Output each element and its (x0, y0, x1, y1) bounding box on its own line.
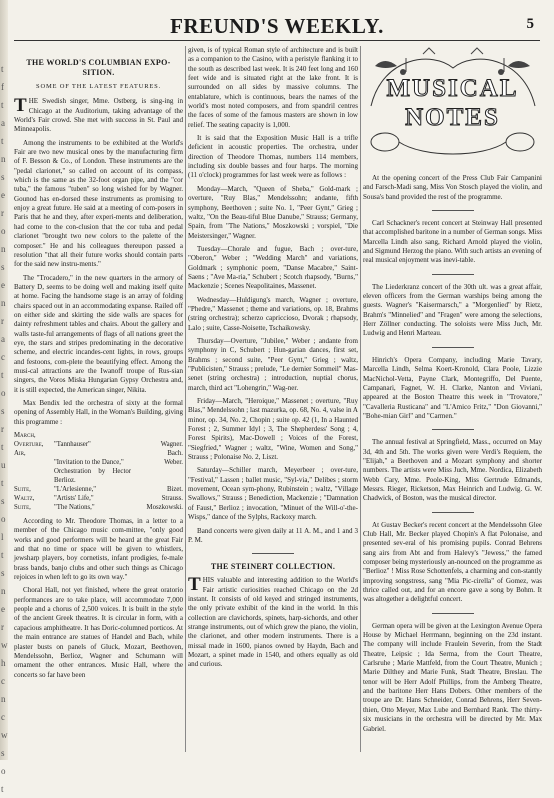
spine-letter: s (1, 568, 5, 578)
column-divider (185, 46, 186, 752)
section-rule (432, 429, 474, 430)
paragraph: Tuesday—Chorale and fugue, Bach ; over-ture, "Oberon," Weber ; "Wedding March" and variations, Goldmark ; symphonic poem, "Danse Macabre," Saint-Saens ; "Ave Ma-ria," Schubert ; Scotch rhapsody, "Burns," Mackenzie ; Scenes Neapolitaines, Massenet. (188, 244, 358, 291)
spine-letter: r (1, 316, 4, 326)
section-rule (432, 512, 474, 513)
spine-letter: c (1, 352, 5, 362)
drop-cap: T (14, 95, 27, 117)
banner-title: MUSICAL NOTES (386, 75, 519, 131)
spine-letter: s (1, 172, 5, 182)
spine-letter: r (1, 208, 4, 218)
column-1 (14, 46, 183, 684)
spine-letter: h (1, 658, 6, 668)
spine-letter: l (1, 532, 4, 542)
section-rule (432, 274, 474, 275)
programme-composer: Bach. (167, 450, 183, 458)
paragraph: It is said that the Exposition Music Hall is a trifle deficient in acoustic properties. The orchestra, under direction of Theodore Thomas, numbers 114 members, including six double basses and four harps. The morning (11 o'clock) programmes for last week were as follows : (188, 134, 358, 180)
programme-row (14, 458, 183, 467)
spine-letters (1, 60, 8, 798)
header-rule (14, 40, 540, 41)
paragraph: The Liederkranz concert of the 30th ult. was a great affair, eleven officers from the German warships being among the guests. Wagner's "Kaisermarsch," a "Morgenlied" by Rietz, Brahm's "Minnelied" and "Fragen" were among the selections, Herr Zöllner conducting. The soloists were Miss Juch, Mr. Ludwig and Henri Marteau. (363, 282, 542, 338)
paragraph: Wednesday—Huldigung's march, Wagner ; overture, "Phedre," Massenet ; theme and variations, op. 18, Brahms (string orchestra); scherzo capriccioso, Dvorak ; rhapsody, Lalo ; suite, Casse-Noisette, Tschaikowsky. (188, 295, 358, 332)
programme-composer: Bizet. (166, 486, 183, 494)
spine-letter: s (1, 496, 5, 506)
spine-letter: t (1, 784, 4, 794)
spine-letter: r (1, 622, 4, 632)
spine-letter: t (1, 100, 4, 110)
programme-label: Waltz, (14, 495, 35, 503)
spine-letter: c (1, 712, 5, 722)
spine-letter: u (1, 460, 6, 470)
paragraph: The annual festival at Springfield, Mass., occurred on May 3d, 4th and 5th. The works given were Verdi's Requiem, the "Elijah," a Beethoven and a Mozart symphony and shorter numbers. The artists were Miss Juch, Mme. Nordica, Elizabeth Webb Cary, Mme. Poole-King, Miss Gertrude Edmands, Messrs. Rieger, Ricketson, Max Heinrich and Ludwig. G. W. Chadwick, of Boston, was the musical director. (363, 438, 542, 503)
section-rule (432, 613, 474, 614)
spine-letter: n (1, 694, 6, 704)
programme-label: Air, (14, 450, 26, 458)
programme-label: March, (14, 432, 36, 440)
spine-letter: o (1, 226, 6, 236)
spine-letter: e (1, 190, 5, 200)
section-rule (252, 553, 294, 554)
spine-letter: r (1, 424, 4, 434)
programme-composer: Strauss. (161, 495, 183, 503)
paragraph: Monday—March, "Queen of Sheba," Gold-mark ; overture, "Ruy Blas," Mendelssohn; andante, fifth symphony, Beethoven ; suite No. 1, "Peer Gynt," Grieg ; waltz, "On the Beau-tiful Blue Danube," Strauss; Germany, Spain, from "The Nations," Moszkowski ; vorspiel, "Die Meistersinger," Wagner. (188, 184, 358, 240)
programme-piece: "L'Arlesienne," (54, 486, 97, 494)
binding-spine (0, 0, 8, 794)
programme-row (14, 485, 183, 494)
paragraph: Band concerts were given daily at 11 A. M., and 1 and 3 P. M. (188, 526, 358, 544)
paragraph: THE Swedish singer, Mme. Ostberg, is sing-ing in Chicago at the Auditorium, taking advantage of the World's Fair crowd. She met with success in St. Paul and Minneapolis. (14, 95, 183, 134)
paragraph: Among the instruments to be exhibited at the World's Fair are two new musical ones by the manufacturing firm of F. Besson & Co., of London. These instruments are the "pedal clarionet," so called on account of its compass, which is the same as the 32-foot organ pipe, and the "cor tuba," the famous "tuben" so long wished for by Wagner. Gounod has en-dorsed these instruments as promising to enjoy a great future. He said at a meeting of com-posers in Paris that he and they, after experi-ments and deliberation, had come to the con-clusion that the cor tuba and pedal clarionet "brought two new colors to the palette of the composer." He and his colleagues thereupon passed a resolution "that all their future works should contain parts for the said new instru-ments." (14, 138, 183, 269)
masthead (14, 10, 540, 38)
spine-letter: n (1, 244, 6, 254)
programme-row (14, 431, 183, 440)
drop-cap: T (188, 574, 201, 596)
page-title: FREUND'S WEEKLY. (170, 14, 384, 38)
paragraph: According to Mr. Theodore Thomas, in a letter to a member of the Chicago music com-mittee, "only good works and good performers will be heard at the great Fair and that no time or space will be given to whistlers, jewsharp players, boy cornetists, infant prodigies, fe-male brass bands, banjo clubs and other such things as Chicago rejoices in when left to go its own way." (14, 517, 183, 582)
concert-programme (14, 431, 183, 512)
page-number: 5 (526, 16, 534, 32)
programme-label: Suite, (14, 504, 31, 512)
spine-letter: n (1, 154, 6, 164)
spine-letter: o (1, 514, 6, 524)
spine-letter: o (1, 766, 6, 776)
column-divider (360, 46, 361, 752)
column-3 (363, 46, 542, 738)
paragraph: Thursday—Overture, "Jubilee," Weber ; andante from symphony in C, Schubert ; Hun-garian dances, first set, Brahms ; second suite, "Peer Gynt," Grieg ; waltz, "Publicisten," Strauss ; prelude, "Le dernier Sommeil" Mas-senet (string orchestra) ; introduction, nuptial chorus, march, third act "Lohengrin," Wag-ner. (188, 336, 358, 392)
programme-piece: "Invitation to the Dance," (54, 459, 124, 467)
programme-row (14, 449, 183, 458)
programme-piece: "The Nations," (54, 504, 95, 512)
spine-letter: t (1, 136, 4, 146)
article-heading-steinert: THE STEINERT COLLECTION. (210, 562, 336, 572)
spine-letter: t (1, 64, 4, 74)
paragraph: given, is of typical Roman style of architecture and is built as a companion to the Casino, with a peristyle flanking it to the south as described last week. It is 240 feet long and 160 feet wide and is situated right at the lake front. It is surrounded on all sides by massive columns. The entablature, which is continuous, bears the names of the world's most noted composers, and from spandril centres the faces of some of the famous masters are shown in low relief. The seating capacity is 1,000. (188, 46, 358, 129)
programme-piece: "Tannhauser" (54, 441, 91, 449)
article-heading-columbian: THE WORLD'S COLUMBIAN EXPO-SITION. (26, 58, 171, 77)
spine-letter: w (1, 730, 8, 740)
programme-label (14, 467, 54, 485)
programme-composer (131, 431, 183, 440)
programme-piece: "Artists' Life," (54, 495, 94, 503)
spine-letter: s (1, 262, 5, 272)
programme-composer: Weber. (164, 459, 183, 467)
spine-letter: t (1, 478, 4, 488)
spine-letter: e (1, 604, 5, 614)
programme-composer (131, 467, 183, 485)
spine-letter: n (1, 298, 6, 308)
programme-row (14, 440, 183, 449)
spine-letter: t (1, 442, 4, 452)
programme-row (14, 467, 183, 485)
spine-letter: o (1, 388, 6, 398)
programme-row (14, 494, 183, 503)
musical-notes-banner (363, 46, 542, 164)
programme-label: Suite, (14, 486, 31, 494)
programme-row (14, 503, 183, 512)
paragraph: Hinrich's Opera Company, including Marie Tavary, Marcella Lindh, Selma Koert-Kronold, Clara Poole, Lizzie MacNichol-Vetta, Payne Clark, Montegriffo, Del Puente, Campanari, Fagnet, W. H. Clarke, Nanton and Viviani, appeared at the Boston Theatre this week in "Trovatore," "Cavalleria Rusticana" and "L'Amico Fritz," "Don Giovanni," "Bohe-mian Girl" and "Carmen." (363, 355, 542, 420)
section-rule (432, 210, 474, 211)
programme-composer: Moszkowski. (146, 504, 183, 512)
paragraph: At the opening concert of the Press Club Fair Campanini and Farsch-Madi sang, Miss Von Stosch played the violin, and Sousa's band provided the rest of the programme. (363, 174, 542, 201)
paragraph: Saturday—Schiller march, Meyerbeer ; over-ture, "Festival," Lassen ; ballet music, "Syl-via," Delibes ; storm movement, Ocean sym-phony, Rubinstein ; waltz, "Village Swallows," Strauss ; Benediction, Mackenzie ; "Damnation of Faust," Berlioz ; invocation, "Minuet of the Will-o'-the-Wisps," dance of the Sylphs, Rackoxy march. (188, 466, 358, 522)
spine-letter: e (1, 280, 5, 290)
spine-letter: w (1, 640, 8, 650)
spine-letter: f (1, 82, 4, 92)
article-subheading: SOME OF THE LATEST FEATURES. (36, 83, 161, 90)
spine-letter: t (1, 550, 4, 560)
paragraph: Max Bendix led the orchestra of sixty at the formal opening of Assembly Hall, in the Woman's Building, giving this programme : (14, 399, 183, 426)
paragraph: Carl Schackner's recent concert at Steinway Hall presented that accomplished baritone in a number of German songs. Miss Marcella Lindh also sang, Richard Arnold played the violin, and Sigmund Herzog the piano. With such artists an evening of real musical enjoyment was inevi-table. (363, 219, 542, 265)
programme-piece (54, 449, 131, 458)
spine-letter: s (1, 748, 5, 758)
programme-piece (54, 431, 131, 440)
spine-letter: s (1, 406, 5, 416)
paragraph: German opera will be given at the Lexington Avenue Opera House by Michael Herrmann, beginning on the 23d instant. The company will include Fraulein Severin, from the Stadt Theatre, Leipsic ; Ida Serma, from the Court Theatre, Carlsruhe ; Marie Mattfeld, from the Court Theatre, Munich ; Marie Dilthey and Marie Funk, Stadt Theatre, Breslau. The tenor will be Herr Adolf Phillips, from the Amberg Theatre, and the baritone Herr Hans Dobers. Other members of the troupe are Dr. Hans Schneider, Conrad Behrens, Herr Seven-thien, Otto Meyer, Max Lube and Bernhard Rank. The thirty-six musicians in the orchestra will be directed by Mr. Max Gabriel. (363, 621, 542, 733)
paragraph: Choral Hall, not yet finished, where the great oratorio performances are to take place, will accommodate 7,000 people and a chorus of 2,500 voices. It is built in the style of the ancient Greek theatres. It is circular in form, with a capacious amphitheatre. It has Doric-columned porticos. At the main entrance are statues of Handel and Bach, while plaster busts on panels of Gluck, Mozart, Beethoven, Mendelssohn, Berlioz, Wagner and Schumann will ornament the other entrances. Music Hall, where the concerts so far have been (14, 586, 183, 679)
section-rule (432, 347, 474, 348)
paragraph: At Gustav Becker's recent concert at the Mendelssohn Glee Club Hall, Mr. Becker played Chopin's A flat Polonaise, and presented sev-eral of his promising pupils. Conrad Behrens sang airs from Abt and from Halevy's "Jewess," the famed composer being mysteriously an-nounced on the programme as "Berlioz" ! Miss Rose Schottenfels, a charming and con-stantly improving songstress, sang "Mia Pic-cirella" of Gomez, was thrice called out, and for an encore gave a song by Bohm. It was altogether a delightful concert. (363, 520, 542, 604)
spine-letter: a (1, 334, 5, 344)
column-2 (188, 46, 358, 674)
paragraph: The "Trocadero," in the new quarters in the armory of Battery D, seems to be doing well and making itself quite at home. Facing the handsome stage is an array of folding chairs spaced out in an accommodating expanse. Railed off on either side and skirting the side walls are spaces for dainty refreshment tables and chairs. About the gallery and walls taste-ful arrangements of flags of all nations greet the eye, the stars and stripes predominating in the decorative scheme, and electric incandes-cent lights, in rows, groups and festoons, com-plete the beautifying effect. Among the musi-cal attractions are the Iwanoff troupe of Rus-sian singers, the Voros Miska Hungarian Gypsy Orchestra and, it is still expected, the American singer, Nikita. (14, 273, 183, 394)
programme-label (14, 458, 54, 467)
spine-letter: t (1, 370, 4, 380)
spine-letter: n (1, 586, 6, 596)
programme-piece: Orchestration by Hector Berlioz. (54, 468, 131, 485)
paragraph: Friday—March, "Heroique," Massenet ; overture, "Ruy Blas," Mendelssohn ; last mazurka, op. 68, No. 4, valse in A minor, op. 34, No. 2, Chopin ; suite op. 42 (1, In a Haunted Forest ; 2, Summer Idyl ; 3, The Shepherdess' Song ; 4, Forest Spirits), Mac-Dowell ; Voices of the Forest, "Siegfried," Wagner ; waltz, "Wine, Women and Song," Strauss ; Polonaise No. 2, Liszt. (188, 397, 358, 462)
spine-letter: a (1, 118, 5, 128)
spine-letter: c (1, 676, 5, 686)
programme-label: Overture, (14, 441, 44, 449)
paragraph: THIS valuable and interesting addition to the World's Fair artistic curiosities reached Chicago on the 2d instant. It consists of old keyed and stringed instruments, the only private exhibit of the kind in the world. In this collection are clavichords, spinets, harp-sichords, and other strange instruments, out of which grew the piano, the violin, the clarionet, and other modern instruments. There is a missal made in 1600, pianos owned by Haydn, Bach and Mozart, a spinet made in 1540, and others equally as old and curious. (188, 574, 358, 669)
programme-composer: Wagner. (160, 441, 183, 449)
